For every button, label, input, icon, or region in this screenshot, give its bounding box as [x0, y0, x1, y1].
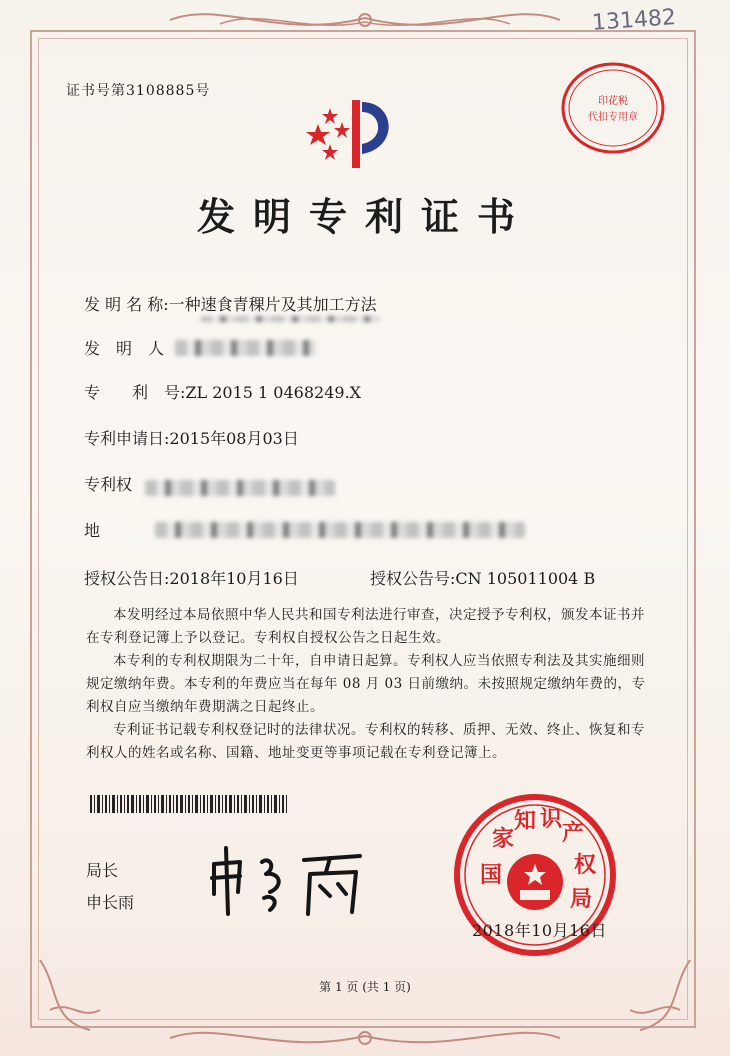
patent-number-label: 专 利 号:	[84, 383, 186, 402]
invention-name-label: 发 明 名 称:	[84, 295, 169, 314]
corner-ornament-br	[610, 950, 700, 1040]
svg-text:国: 国	[480, 863, 503, 888]
director-title: 局长	[86, 861, 119, 880]
certificate-title: 发明专利证书	[196, 194, 533, 239]
inventor-label: 发 明 人	[84, 339, 165, 358]
top-ornament	[160, 0, 570, 40]
grant-number-row	[370, 566, 595, 589]
invention-name-value: 一种速食青稞片及其加工方法	[168, 295, 377, 314]
filing-date-value: 2015年08月03日	[169, 429, 299, 448]
svg-text:权: 权	[574, 853, 597, 878]
svg-text:代扣专用章: 代扣专用章	[588, 112, 638, 123]
legal-text	[86, 604, 656, 765]
paragraph-3: 专利证书记载专利权登记时的法律状况。专利权的转移、质押、无效、终止、恢复和专利权人的姓名或名称、国籍、地址变更等事项记载在专利登记簿上。	[86, 722, 645, 761]
corner-ornament-bl	[30, 950, 120, 1040]
redacted-inventor	[175, 340, 315, 356]
page-number: 第 1 页 (共 1 页)	[319, 980, 411, 994]
svg-text:局: 局	[570, 887, 593, 912]
filing-date-row	[84, 426, 299, 449]
tax-seal	[558, 58, 668, 158]
grant-number-value: CN 105011004 B	[455, 569, 596, 588]
redacted-patentee	[145, 480, 335, 496]
svg-text:识: 识	[540, 807, 563, 832]
svg-text:印花税: 印花税	[598, 96, 628, 107]
patent-number-value: ZL 2015 1 0468249.X	[185, 383, 362, 402]
bottom-ornament	[160, 1020, 570, 1056]
invention-name-row	[84, 292, 377, 315]
address-row	[84, 518, 100, 541]
certificate-number: 证书号第3108885号	[66, 83, 211, 99]
address-label: 地	[84, 521, 101, 540]
patentee-label: 专利权	[84, 475, 133, 494]
inventor-row	[84, 336, 164, 359]
patent-office-logo	[300, 92, 410, 172]
redacted-address	[155, 522, 525, 538]
svg-text:知: 知	[514, 809, 537, 834]
svg-text:家: 家	[492, 827, 515, 852]
barcode	[90, 795, 290, 813]
paragraph-1: 本发明经过本局依照中华人民共和国专利法进行审查，决定授予专利权，颁发本证书并在专利登记簿上予以登记。专利权自授权公告之日起生效。	[86, 607, 645, 646]
grant-date-label: 授权公告日:	[84, 569, 170, 588]
grant-date-row	[84, 566, 299, 589]
paragraph-2: 本专利的专利权期限为二十年，自申请日起算。专利权人应当依照专利法及其实施细则规定缴纳年费。本专利的年费应当在每年 08 月 03 日前缴纳。未按照规定缴纳年费的，专利权自应当缴纳年费期满之日起终止。	[86, 653, 646, 715]
grant-date-value: 2018年10月16日	[169, 569, 299, 588]
svg-text:产: 产	[562, 821, 585, 846]
director-signature	[200, 842, 380, 922]
handwritten-note: 131482	[591, 5, 677, 36]
grant-number-label: 授权公告号:	[370, 569, 456, 588]
patent-number-row	[84, 380, 361, 403]
redacted-block	[200, 316, 380, 322]
seal-date: 2018年10月16日	[472, 921, 607, 940]
patentee-row	[84, 472, 132, 495]
filing-date-label: 专利申请日:	[84, 429, 170, 448]
director-name: 申长雨	[86, 893, 135, 912]
